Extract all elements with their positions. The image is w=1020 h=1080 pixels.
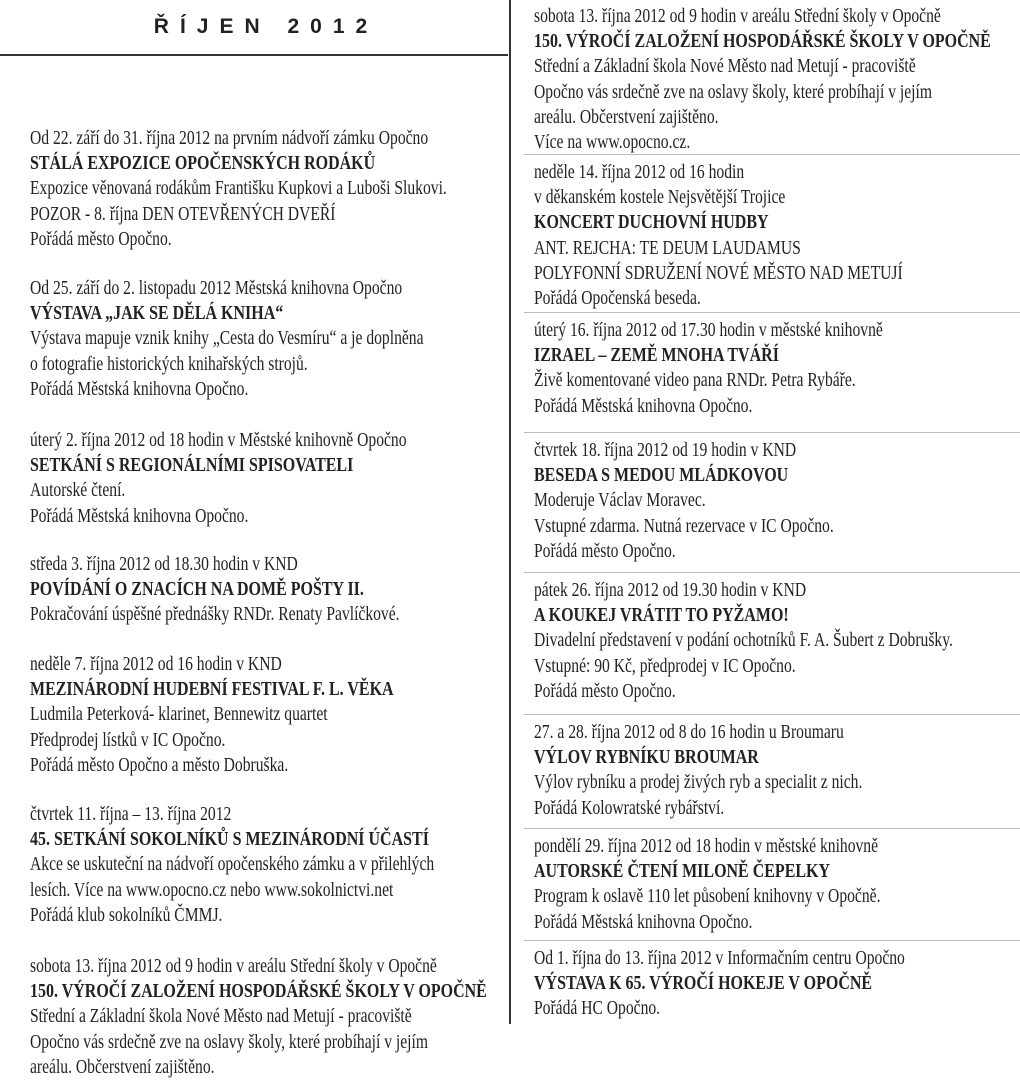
event-title: VÝLOV RYBNÍKU BROUMAR <box>534 746 759 769</box>
event-item <box>534 578 953 704</box>
event-description-line: Střední a Základní škola Nové Město nad Metují - pracoviště <box>30 1005 412 1028</box>
event-date: úterý 16. října 2012 od 17.30 hodin v městské knihovně <box>534 319 883 341</box>
event-description-line: Pořádá město Opočno. <box>534 679 676 702</box>
event-description-line: Autorské čtení. <box>30 479 126 502</box>
event-description-line: POLYFONNÍ SDRUŽENÍ NOVÉ MĚSTO NAD METUJÍ <box>534 261 903 284</box>
event-title: POVÍDÁNÍ O ZNACÍCH NA DOMĚ POŠTY II. <box>30 578 364 601</box>
event-item <box>30 552 403 628</box>
event-item <box>30 802 435 928</box>
event-description-line: Pořádá klub sokolníků ČMMJ. <box>30 903 223 926</box>
event-title: KONCERT DUCHOVNÍ HUDBY <box>534 211 769 234</box>
event-description-line: Výlov rybníku a prodej živých ryb a specialit z nich. <box>534 771 863 794</box>
event-date: čtvrtek 18. října 2012 od 19 hodin v KND <box>534 439 797 461</box>
event-description-line: Výstava mapuje vznik knihy „Cesta do Vesmíru“ a je doplněna <box>30 327 424 350</box>
event-description-line: Vstupné: 90 Kč, předprodej v IC Opočno. <box>534 654 796 677</box>
event-date: středa 3. října 2012 od 18.30 hodin v KND <box>30 553 298 575</box>
event-item <box>30 652 403 778</box>
event-item <box>534 720 913 821</box>
event-description-line: Pořádá město Opočno a město Dobruška. <box>30 753 289 776</box>
event-description-line: Pořádá Městská knihovna Opočno. <box>534 394 753 417</box>
event-item <box>30 954 487 1080</box>
event-date: pátek 26. října 2012 od 19.30 hodin v KND <box>534 579 807 601</box>
event-item <box>534 834 913 935</box>
event-separator <box>524 572 1020 573</box>
event-date: Od 25. září do 2. listopadu 2012 Městská knihovna Opočno <box>30 277 403 299</box>
event-title: BESEDA S MEDOU MLÁDKOVOU <box>534 464 789 487</box>
event-description-line: Akce se uskuteční na nádvoří opočenského zámku a v přilehlých <box>30 853 435 876</box>
event-title: 150. VÝROČÍ ZALOŽENÍ HOSPODÁŘSKÉ ŠKOLY V OPOČNĚ <box>30 980 487 1003</box>
event-title: IZRAEL – ZEMĚ MNOHA TVÁŘÍ <box>534 344 779 367</box>
event-description-line: Více na www.opocno.cz. <box>534 131 691 154</box>
event-date: čtvrtek 11. října – 13. října 2012 <box>30 803 232 825</box>
event-title: VÝSTAVA „JAK SE DĚLÁ KNIHA“ <box>30 302 284 325</box>
event-description-line: Pořádá město Opočno. <box>534 539 676 562</box>
event-description-line: Opočno vás srdečně zve na oslavy školy, které probíhají v jejím <box>534 80 932 103</box>
event-item <box>534 946 913 1022</box>
event-item <box>30 126 447 252</box>
event-item <box>534 160 913 311</box>
event-date: neděle 7. října 2012 od 16 hodin v KND <box>30 653 282 675</box>
event-title: AUTORSKÉ ČTENÍ MILONĚ ČEPELKY <box>534 860 831 883</box>
event-separator <box>524 312 1020 313</box>
event-item <box>534 318 913 419</box>
event-title: 150. VÝROČÍ ZALOŽENÍ HOSPODÁŘSKÉ ŠKOLY V OPOČNĚ <box>534 30 991 53</box>
event-separator <box>524 940 1020 941</box>
event-description-line: Pořádá Městská knihovna Opočno. <box>30 377 249 400</box>
month-title: ŘÍJEN 2012 <box>153 15 379 38</box>
event-date: pondělí 29. října 2012 od 18 hodin v městské knihovně <box>534 835 879 857</box>
event-description-line: areálu. Občerstvení zajištěno. <box>30 1055 215 1078</box>
event-venue: v děkanském kostele Nejsvětější Trojice <box>534 186 786 209</box>
event-date: Od 22. září do 31. října 2012 na prvním nádvoří zámku Opočno <box>30 127 429 149</box>
event-date: neděle 14. října 2012 od 16 hodin <box>534 161 745 183</box>
event-description-line: Ludmila Peterková- klarinet, Bennewitz quartet <box>30 703 328 726</box>
event-description-line: Divadelní představení v podání ochotníků F. A. Šubert z Dobrušky. <box>534 629 953 652</box>
event-item <box>534 4 991 155</box>
event-date: úterý 2. října 2012 od 18 hodin v Městské knihovně Opočno <box>30 429 407 451</box>
event-date: sobota 13. října 2012 od 9 hodin v areálu Střední školy v Opočně <box>534 5 941 27</box>
event-description-line: Program k oslavě 110 let působení knihovny v Opočně. <box>534 885 881 908</box>
event-description-line: Pokračování úspěšné přednášky RNDr. Renaty Pavlíčkové. <box>30 603 400 626</box>
event-description-line: Vstupné zdarma. Nutná rezervace v IC Opočno. <box>534 514 834 537</box>
event-date: 27. a 28. října 2012 od 8 do 16 hodin u Broumaru <box>534 721 844 743</box>
event-date: Od 1. října do 13. října 2012 v Informačním centru Opočno <box>534 947 905 969</box>
event-title: 45. SETKÁNÍ SOKOLNÍKŮ S MEZINÁRODNÍ ÚČASTÍ <box>30 828 429 851</box>
event-title: VÝSTAVA K 65. VÝROČÍ HOKEJE V OPOČNĚ <box>534 972 873 995</box>
event-description-line: Pořádá Kolowratské rybářství. <box>534 796 725 819</box>
event-separator <box>524 432 1020 433</box>
event-description-line: Pořádá Městská knihovna Opočno. <box>30 504 249 527</box>
event-description-line: POZOR - 8. října DEN OTEVŘENÝCH DVEŘÍ <box>30 202 336 225</box>
event-separator <box>524 154 1020 155</box>
event-separator <box>524 828 1020 829</box>
event-description-line: Střední a Základní škola Nové Město nad Metují - pracoviště <box>534 55 916 78</box>
event-item <box>30 276 424 402</box>
event-separator <box>524 714 1020 715</box>
event-description-line: o fotografie historických knihařských strojů. <box>30 352 308 375</box>
event-description-line: Pořádá Městská knihovna Opočno. <box>534 910 753 933</box>
event-title: MEZINÁRODNÍ HUDEBNÍ FESTIVAL F. L. VĚKA <box>30 678 394 701</box>
event-description-line: lesích. Více na www.opocno.cz nebo www.sokolnictvi.net <box>30 878 394 901</box>
event-description-line: Pořádá město Opočno. <box>30 227 172 250</box>
event-description-line: ANT. REJCHA: TE DEUM LAUDAMUS <box>534 236 801 259</box>
event-description-line: Živě komentované video pana RNDr. Petra Rybáře. <box>534 369 856 392</box>
event-item <box>534 438 913 564</box>
event-description-line: Předprodej lístků v IC Opočno. <box>30 728 226 751</box>
month-header <box>0 0 508 56</box>
event-title: SETKÁNÍ S REGIONÁLNÍMI SPISOVATELI <box>30 454 354 477</box>
event-description-line: Expozice věnovaná rodákům Františku Kupkovi a Luboši Slukovi. <box>30 177 447 200</box>
event-description-line: areálu. Občerstvení zajištěno. <box>534 105 719 128</box>
event-title: A KOUKEJ VRÁTIT TO PYŽAMO! <box>534 604 789 627</box>
event-title: STÁLÁ EXPOZICE OPOČENSKÝCH RODÁKŮ <box>30 152 376 175</box>
event-description-line: Moderuje Václav Moravec. <box>534 489 706 512</box>
event-description-line: Opočno vás srdečně zve na oslavy školy, které probíhají v jejím <box>30 1030 428 1053</box>
event-description-line: Pořádá HC Opočno. <box>534 997 661 1020</box>
column-divider <box>509 0 511 1024</box>
event-description-line: Pořádá Opočenská beseda. <box>534 287 701 310</box>
event-date: sobota 13. října 2012 od 9 hodin v areálu Střední školy v Opočně <box>30 955 437 977</box>
left-column <box>0 0 508 1078</box>
event-item <box>30 428 407 529</box>
